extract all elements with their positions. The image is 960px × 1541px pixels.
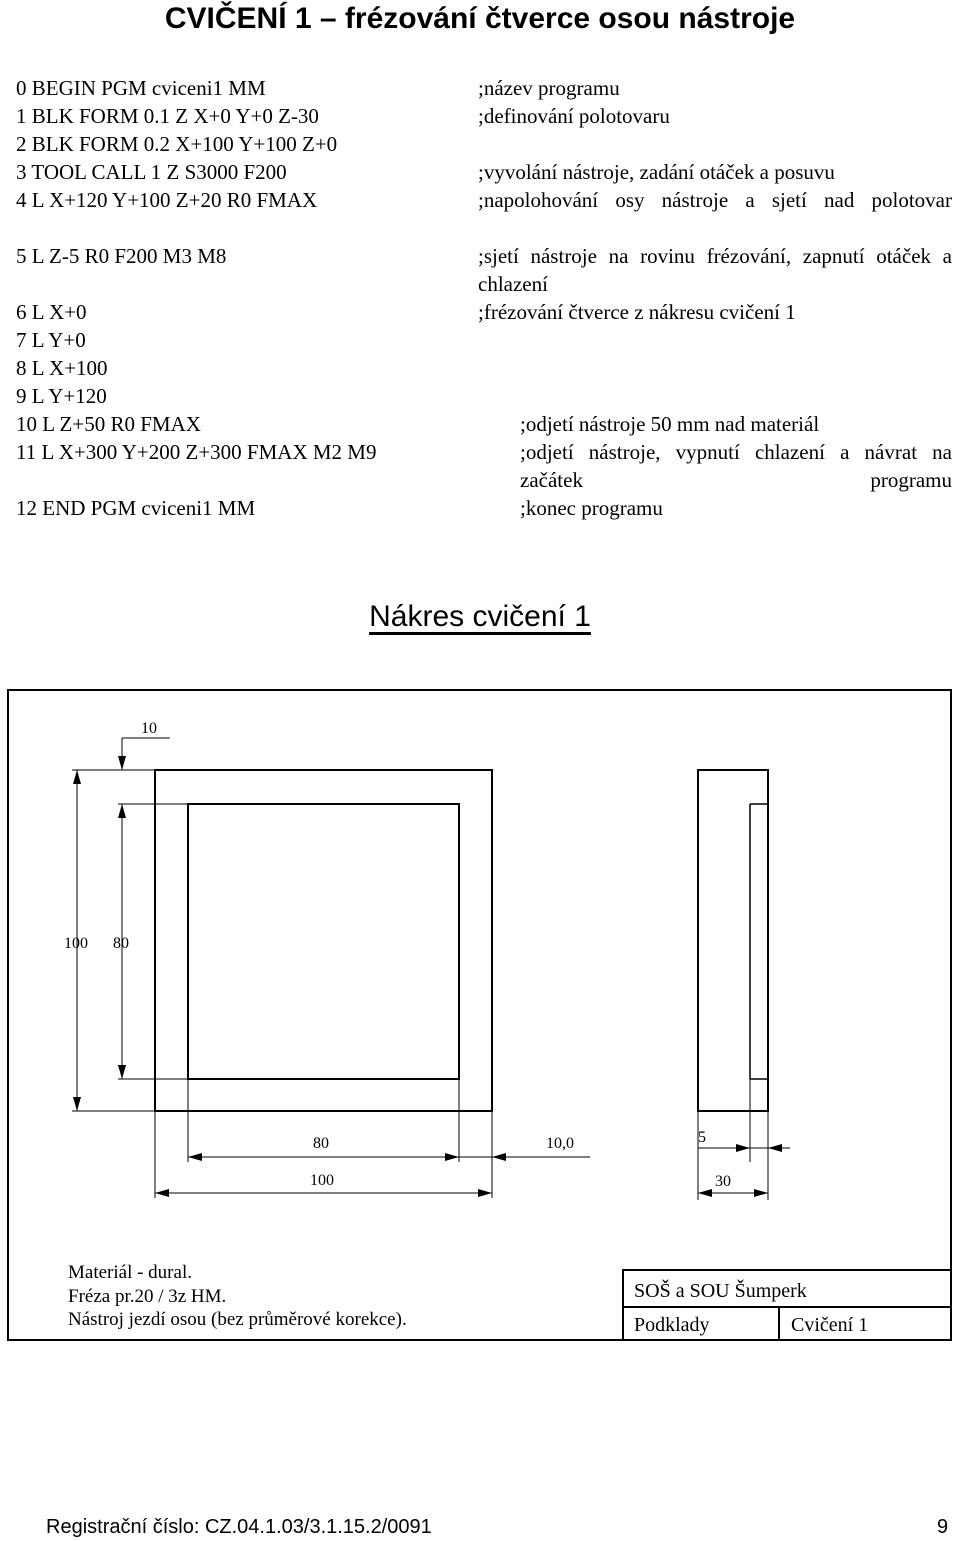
program-line: 7 L Y+0 [16, 328, 86, 352]
inner-square [188, 804, 459, 1079]
drawing-note: Nástroj jezdí osou (bez průměrové korekce). [68, 1309, 407, 1330]
dim-inner-width-label: 80 [313, 1135, 329, 1152]
program-comment: ;definování polotovaru [478, 104, 670, 128]
dimension-arrow [155, 1189, 169, 1197]
dimension-arrow [73, 1097, 81, 1111]
program-comment: ;sjetí nástroje na rovinu frézování, zapnutí otáček a chlazení [478, 244, 952, 296]
dimension-arrow [478, 1189, 492, 1197]
drawing-heading: Nákres cvičení 1 [369, 600, 591, 633]
dimension-arrow [118, 1065, 126, 1079]
dimension-arrow [754, 1189, 768, 1197]
program-comment: ;napolohování osy nástroje a sjetí nad polotovar [478, 188, 952, 212]
program-comment: ;odjetí nástroje, vypnutí chlazení a návrat na začátek programu [520, 440, 952, 492]
title-block-category: Podklady [634, 1314, 710, 1336]
program-line: 9 L Y+120 [16, 384, 107, 408]
dimension-arrow [698, 1189, 712, 1197]
outer-square [155, 770, 492, 1111]
program-comment: ;frézování čtverce z nákresu cvičení 1 [478, 300, 796, 324]
dim-depth-step-label: 10,0 [546, 1135, 574, 1152]
program-line: 3 TOOL CALL 1 Z S3000 F200 [16, 160, 287, 184]
dimension-arrow [492, 1153, 506, 1161]
program-line: 5 L Z-5 R0 F200 M3 M8 [16, 244, 227, 268]
dimension-arrow [188, 1153, 202, 1161]
drawing-note: Fréza pr.20 / 3z HM. [68, 1286, 227, 1307]
program-comment: ;vyvolání nástroje, zadání otáček a posuvu [478, 160, 835, 184]
dimension-arrow [445, 1153, 459, 1161]
program-line: 12 END PGM cviceni1 MM [16, 496, 256, 520]
page-title: CVIČENÍ 1 – frézování čtverce osou nástroje [164, 2, 796, 35]
drawing-frame [8, 690, 951, 1340]
program-line: 4 L X+120 Y+100 Z+20 R0 FMAX [16, 188, 318, 212]
program-comment: ;odjetí nástroje 50 mm nad materiál [520, 412, 820, 436]
side-view [698, 770, 768, 1111]
program-line: 6 L X+0 [16, 300, 87, 324]
program-line: 11 L X+300 Y+200 Z+300 FMAX M2 M9 [16, 440, 377, 464]
title-block-school: SOŠ a SOU Šumperk [634, 1280, 807, 1302]
dim-offset-label: 10 [141, 720, 157, 737]
dimension-arrow [736, 1144, 750, 1152]
title-block-exercise: Cvičení 1 [791, 1314, 869, 1336]
program-line: 0 BEGIN PGM cviceni1 MM [16, 76, 266, 100]
program-line: 10 L Z+50 R0 FMAX [16, 412, 201, 436]
program-line: 1 BLK FORM 0.1 Z X+0 Y+0 Z-30 [16, 104, 319, 128]
dimension-arrow [73, 770, 81, 784]
dim-outer-width-label: 100 [310, 1172, 334, 1189]
registration-number: Registrační číslo: CZ.04.1.03/3.1.15.2/0091 [46, 1516, 432, 1538]
program-comment: ;konec programu [520, 496, 663, 520]
dim-inner-height-label: 80 [113, 935, 129, 952]
program-line: 2 BLK FORM 0.2 X+100 Y+100 Z+0 [16, 132, 338, 156]
page-number: 9 [937, 1516, 949, 1538]
dim-thickness-label: 30 [715, 1173, 731, 1190]
program-comment: ;název programu [478, 76, 620, 100]
program-line: 8 L X+100 [16, 356, 108, 380]
dimension-arrow [118, 804, 126, 818]
dim-pocket-depth-label: 5 [698, 1129, 706, 1146]
dim-outer-height-label: 100 [64, 935, 88, 952]
drawing-note: Materiál - dural. [68, 1262, 192, 1283]
dimension-arrow [118, 756, 126, 770]
